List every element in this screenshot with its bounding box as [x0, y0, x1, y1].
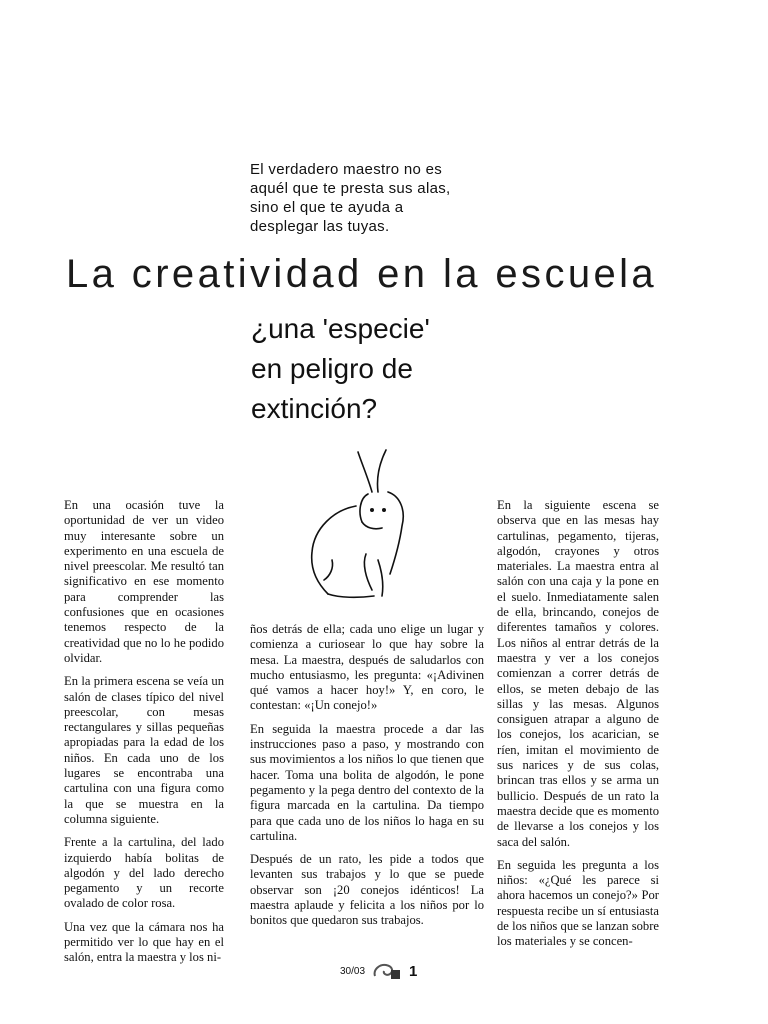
subtitle-line: en peligro de — [251, 353, 413, 384]
paragraph: En la primera escena se veía un salón de clases típico del nivel preescolar, con mesas rectangulares y sillas pequeñas apropiadas para la edad de los niños. En cada uno de los lugares se encontraba una cartulina con una figura como la que se muestra en la columna siguiente. — [64, 674, 224, 826]
page-footer — [340, 962, 417, 980]
issue-number: 30/03 — [340, 965, 366, 977]
paragraph: En seguida les pregunta a los niños: «¿Qué les parece si ahora hacemos un conejo?» Por respuesta recibe un sí entusiasta de los niños que se lanzan sobre los materiales y se concen- — [497, 857, 659, 949]
article-title: La creatividad en la escuela — [66, 252, 658, 296]
paragraph: En la siguiente escena se observa que en las mesas hay cartulinas, pegamento, tijeras, algodón, crayones y otros materiales. La maestra entra al salón con una caja y la pone en el suelo. Inmediatamente salen de ella, brincando, conejos de diferentes tamaños y colores. Los niños al entrar detrás de la maestra y ver a los conejos comienzan a correr detrás de ellos, se meten debajo de las sillas y las mesas. Algunos consiguen atrapar a alguno de los conejos, los acarician, se ríen, imitan el movimiento de sus narices y de sus colas, brincan tras ellos y se arma un bullicio. Después de un rato la maestra decide que es momento de llevarse a los conejos y los saca del salón. — [497, 498, 659, 849]
paragraph: ños detrás de ella; cada uno elige un lugar y comienza a curiosear lo que hay sobre la mesa. La maestra, después de saludarlos con mucho entusiasmo, les pregunta: «¡Adivinen qué vamos a hacer hoy!» Y, en coro, le contestan: «¡Un conejo!» — [250, 622, 484, 713]
paragraph: En seguida la maestra procede a dar las instrucciones paso a paso, y mostrando con sus movimientos a los niños lo que tienen que hacer. Toma una bolita de algodón, le pone pegamento y la pega dentro del contexto de la figura marcada en la cartulina. Da tiempo para que cada uno de los niños lo haga en su cartulina. — [250, 721, 484, 843]
epigraph-line: aquél que te presta sus alas, — [250, 180, 451, 197]
subtitle-line: ¿una 'especie' — [251, 313, 430, 344]
epigraph-line: El verdadero maestro no es — [250, 161, 443, 178]
text-column-left — [64, 498, 224, 974]
page-number: 1 — [409, 962, 418, 980]
paragraph: En una ocasión tuve la oportunidad de ver un video muy interesante sobre un experimento en una escuela de nivel preescolar. Me resultó tan significativo en ese momento para comprender las confusiones que en ocasiones tenemos respecto de la creatividad que no lo he podido olvidar. — [64, 498, 224, 665]
epigraph-line: desplegar las tuyas. — [250, 218, 390, 235]
paragraph: Después de un rato, les pide a todos que levanten sus trabajos y lo que se puede observar son ¡20 conejos idénticos! La maestra aplaude y felicita a los niños por lo bonitos que quedaron sus trabajos. — [250, 852, 484, 928]
magazine-logo-icon — [371, 962, 401, 980]
rabbit-icon — [296, 448, 426, 608]
paragraph: Frente a la cartulina, del lado izquierdo había bolitas de algodón y del lado derecho pegamento y un recorte ovalado de color rosa. — [64, 835, 224, 911]
text-column-middle — [250, 622, 484, 937]
epigraph-line: sino el que te ayuda a — [250, 199, 404, 216]
paragraph: Una vez que la cámara nos ha permitido ver lo que hay en el salón, entra la maestra y los ni- — [64, 919, 224, 965]
article-subtitle — [251, 309, 430, 429]
text-column-right — [497, 498, 659, 958]
subtitle-line: extinción? — [251, 393, 378, 424]
epigraph — [250, 160, 490, 236]
